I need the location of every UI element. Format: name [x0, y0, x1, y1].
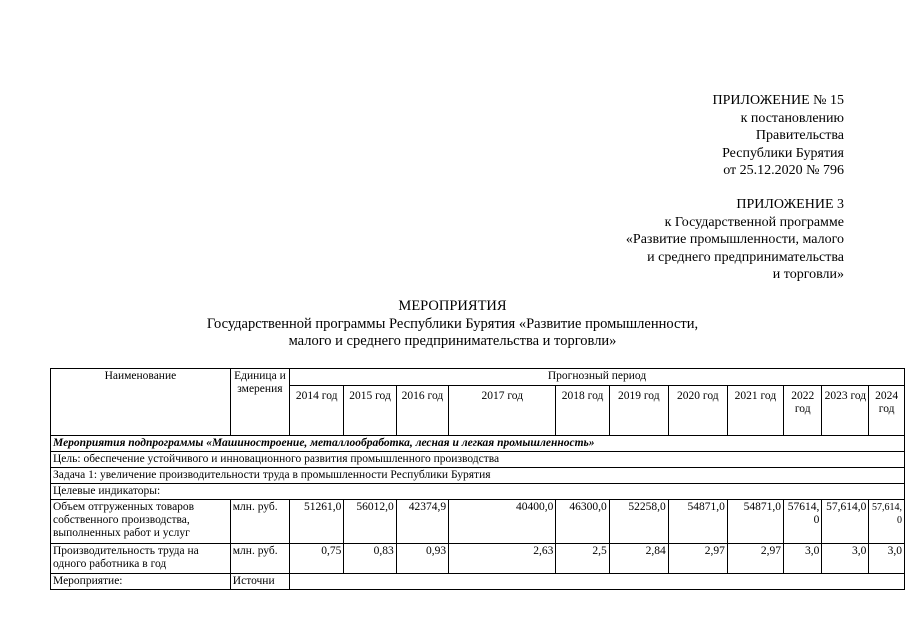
header-year: 2018 год — [556, 386, 609, 436]
measure-empty-cell — [290, 574, 905, 590]
table-header-row — [51, 369, 905, 386]
indicator-value: 2,5 — [556, 544, 609, 574]
header-year: 2021 год — [727, 386, 783, 436]
indicator-value: 2,97 — [727, 544, 783, 574]
table-row — [51, 468, 905, 484]
appendix-15-line: к постановлению — [740, 110, 844, 126]
document-subtitle-line: Государственной программы Республики Бурятия «Развитие промышленности, — [206, 315, 699, 332]
measures-table-wrapper — [50, 368, 905, 590]
indicator-value: 0,93 — [396, 544, 448, 574]
appendix-15-title: ПРИЛОЖЕНИЕ № 15 — [712, 93, 844, 108]
indicator-value: 0,83 — [344, 544, 396, 574]
indicator-unit: млн. руб. — [230, 544, 289, 574]
subprogram-title: Мероприятия подпрограммы «Машиностроение, металлообработка, лесная и легкая промышленность» — [51, 436, 905, 452]
indicator-value: 56012,0 — [344, 500, 396, 544]
goal-text: Цель: обеспечение устойчивого и инновационного развития промышленного производства — [51, 452, 905, 468]
indicator-value: 52258,0 — [609, 500, 668, 544]
table-row — [51, 500, 905, 544]
appendix-3-block — [626, 196, 844, 284]
indicator-name: Производительность труда на одного работника в год — [51, 544, 231, 574]
header-year: 2014 год — [290, 386, 344, 436]
appendix-15-date: от 25.12.2020 № 796 — [723, 163, 844, 178]
appendix-3-line: и среднего предпринимательства — [647, 249, 844, 265]
header-name: Наименование — [51, 369, 231, 436]
indicator-value: 3,0 — [869, 544, 905, 574]
indicator-value: 57614,0 — [784, 500, 822, 544]
header-year: 2020 год — [668, 386, 727, 436]
indicator-unit: млн. руб. — [230, 500, 289, 544]
indicator-value: 2,97 — [668, 544, 727, 574]
appendix-15-line: Правительства — [755, 128, 844, 143]
indicator-value: 54871,0 — [727, 500, 783, 544]
indicator-name: Объем отгруженных товаров собственного производства, выполненных работ и услуг — [51, 500, 231, 544]
header-year: 2016 год — [396, 386, 448, 436]
indicator-value: 57,614,0 — [822, 500, 869, 544]
measures-table — [50, 368, 905, 590]
indicator-value: 3,0 — [822, 544, 869, 574]
indicator-value: 51261,0 — [290, 500, 344, 544]
table-row — [51, 452, 905, 468]
header-year: 2022 год — [784, 386, 822, 436]
header-year: 2017 год — [449, 386, 556, 436]
appendix-15-block — [713, 92, 845, 180]
appendix-3-line: и торговли» — [772, 267, 844, 282]
document-title: МЕРОПРИЯТИЯ — [398, 298, 507, 314]
task-text: Задача 1: увеличение производительности труда в промышленности Республики Бурятия — [51, 468, 905, 484]
table-row — [51, 436, 905, 452]
appendix-3-line: к Государственной программе — [664, 214, 844, 230]
indicator-value: 3,0 — [784, 544, 822, 574]
table-row — [51, 574, 905, 590]
indicator-value: 0,75 — [290, 544, 344, 574]
appendix-3-title: ПРИЛОЖЕНИЕ 3 — [736, 197, 844, 212]
header-year: 2015 год — [344, 386, 396, 436]
header-year: 2024 год — [869, 386, 905, 436]
header-year: 2023 год — [822, 386, 869, 436]
document-subtitle-line: малого и среднего предпринимательства и торговли» — [288, 333, 617, 349]
header-unit: Единица измерения — [230, 369, 289, 436]
indicator-value: 40400,0 — [449, 500, 556, 544]
indicator-value: 57,614,0 — [869, 500, 905, 544]
indicator-value: 2,84 — [609, 544, 668, 574]
table-row — [51, 484, 905, 500]
appendix-15-line: Республики Бурятия — [722, 145, 844, 161]
measure-label: Мероприятие: — [51, 574, 231, 590]
indicator-value: 54871,0 — [668, 500, 727, 544]
indicator-value: 46300,0 — [556, 500, 609, 544]
measure-source-label: Источни — [230, 574, 289, 590]
header-year: 2019 год — [609, 386, 668, 436]
appendix-3-line: «Развитие промышленности, малого — [625, 232, 844, 247]
table-row — [51, 544, 905, 574]
indicators-label: Целевые индикаторы: — [51, 484, 905, 500]
document-heading — [0, 298, 905, 351]
indicator-value: 2,63 — [449, 544, 556, 574]
indicator-value: 42374,9 — [396, 500, 448, 544]
header-forecast: Прогнозный период — [290, 369, 905, 386]
